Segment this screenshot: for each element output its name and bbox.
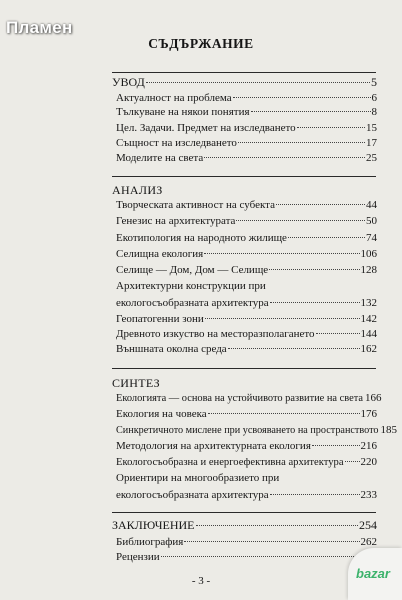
section-heading-zaklyuchenie: ЗАКЛЮЧЕНИЕ 254 — [112, 518, 377, 532]
toc-entry: Методология на архитектурната екология 216 — [116, 440, 377, 452]
toc-entry: Цел. Задачи. Предмет на изследването 15 — [116, 122, 377, 134]
section-rule — [112, 512, 376, 513]
toc-entry: Генезис на архитектурата 50 — [116, 215, 377, 227]
section-rule — [112, 72, 376, 73]
toc-entry: Екологията — основа на устойчивото развитие на света 166 — [116, 392, 382, 404]
watermark-username: Пламен — [6, 18, 73, 37]
toc-entry-multiline: Ориентири на многообразието при екологосъобразната архитектура 233 — [116, 472, 377, 501]
toc-entry: Екологосъобразна и енергоефективна архитектура 220 — [116, 456, 377, 468]
toc-entry: Същност на изследването 17 — [116, 137, 377, 149]
section-heading-sintez: СИНТЕЗ — [112, 376, 160, 390]
toc-entry: Древното изкуство на месторазполагането 144 — [116, 328, 377, 340]
toc-entry: Екотипология на народното жилище 74 — [116, 232, 377, 244]
toc-entry: Творческата активност на субекта 44 — [116, 199, 377, 211]
section-rule — [112, 368, 376, 369]
toc-entry: Тълкуване на някои понятия 8 — [116, 106, 377, 118]
section-heading-uvod: УВОД 5 — [112, 75, 377, 89]
page-number: - 3 - — [191, 575, 211, 587]
toc-entry: Актуалност на проблема 6 — [116, 92, 377, 104]
toc-entry: Моделите на света 25 — [116, 152, 377, 164]
section-heading-analiz: АНАЛИЗ — [112, 183, 163, 197]
section-rule — [112, 176, 376, 177]
toc-entry: Външната околна среда 162 — [116, 343, 377, 355]
toc-entry-multiline: Архитектурни конструкции при екологосъобразната архитектура 132 — [116, 280, 377, 309]
toc-entry: Екология на човека 176 — [116, 408, 377, 420]
toc-entry: Синкретичното мислене при усвояването на пространството 185 — [116, 424, 397, 436]
bazar-logo: bazar — [356, 566, 390, 581]
page-title: СЪДЪРЖАНИЕ — [148, 36, 254, 51]
toc-entry: Селище — Дом, Дом — Селище 128 — [116, 264, 377, 276]
toc-entry: Рецензии — [116, 551, 377, 564]
toc-entry: Библиография 262 — [116, 536, 377, 548]
toc-entry: Селищна екология 106 — [116, 248, 377, 260]
toc-entry: Геопатогенни зони 142 — [116, 313, 377, 325]
